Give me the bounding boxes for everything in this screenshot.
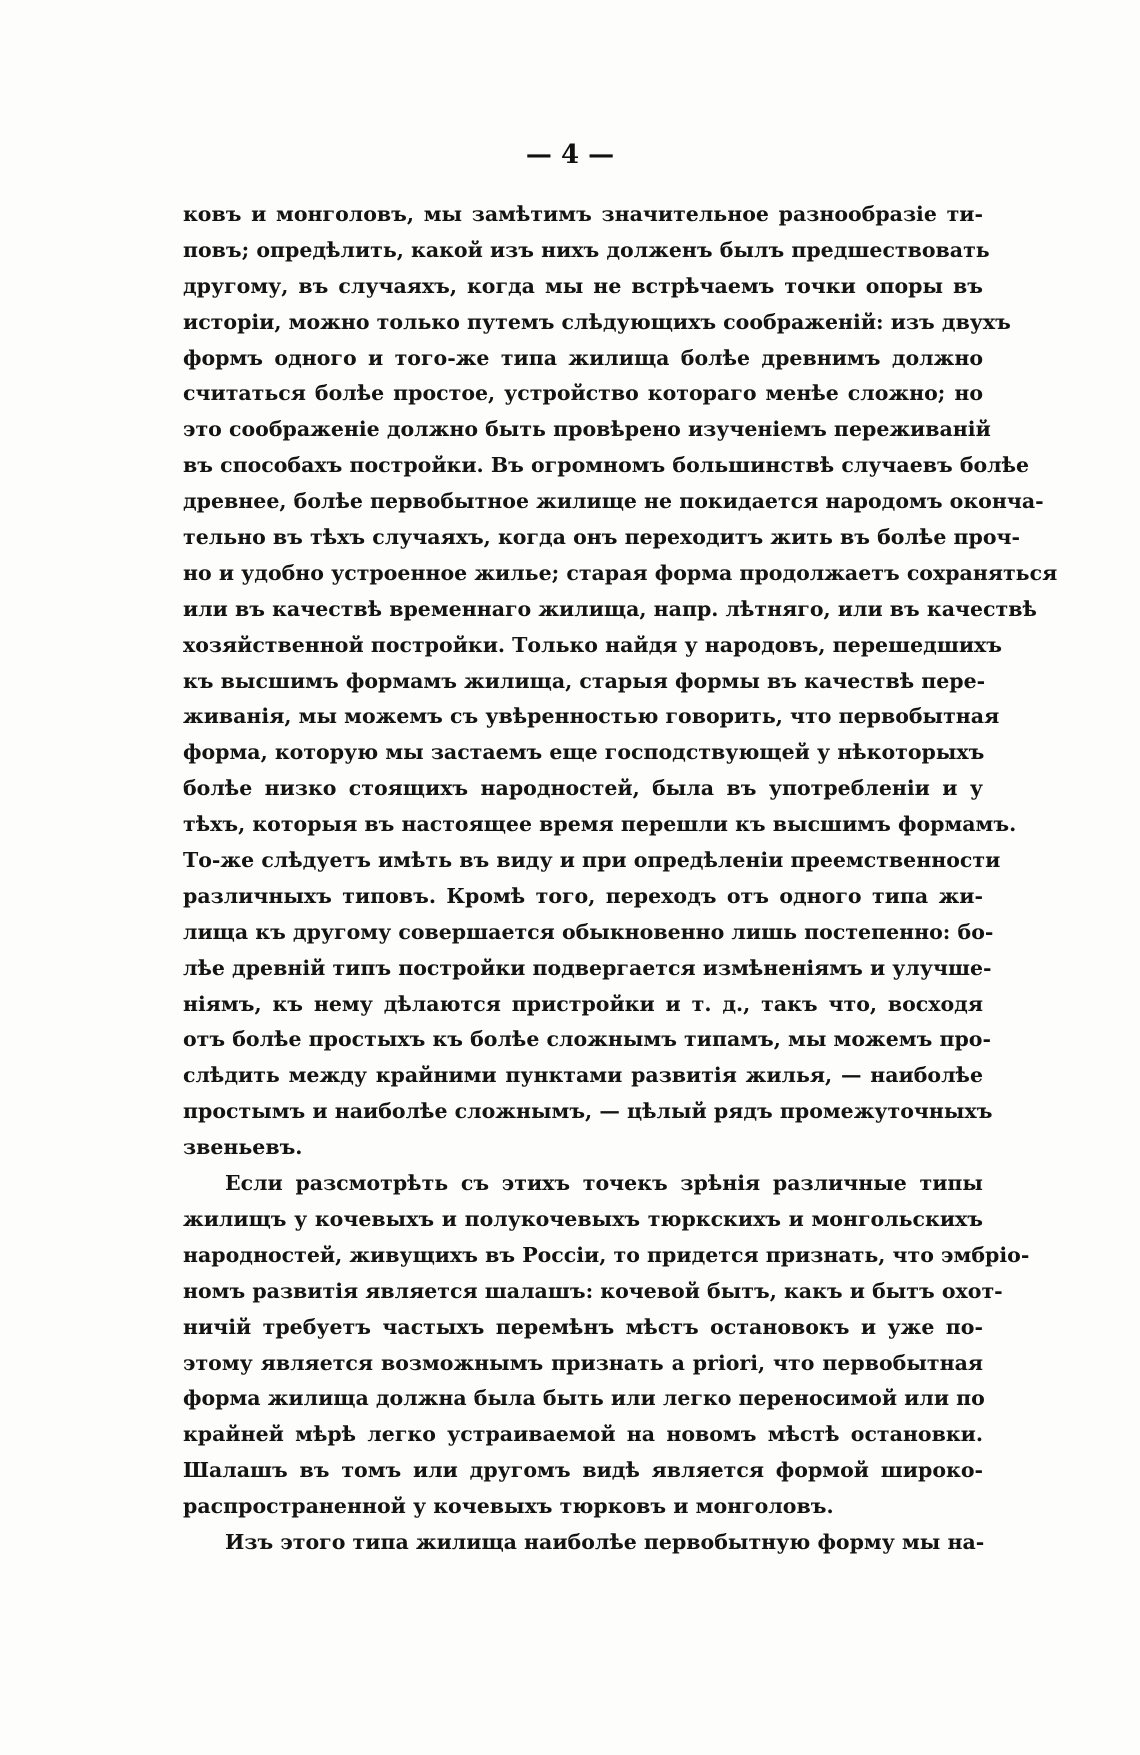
text-line: Шалашъ въ томъ или другомъ видѣ является формой широко- xyxy=(183,1458,983,1483)
text-line: отъ болѣе простыхъ къ болѣе сложнымъ типамъ, мы можемъ про- xyxy=(183,1027,991,1052)
text-line: тѣхъ, которыя въ настоящее время перешли къ высшимъ формамъ. xyxy=(183,812,1017,837)
text-line: крайней мѣрѣ легко устраиваемой на новомъ мѣстѣ остановки. xyxy=(183,1422,983,1447)
text-line: слѣдить между крайними пунктами развитія жилья, — наиболѣе xyxy=(183,1063,983,1088)
text-line: распространенной у кочевыхъ тюрковъ и монголовъ. xyxy=(183,1494,834,1519)
text-line: Изъ этого типа жилища наиболѣе первобытную форму мы на- xyxy=(225,1529,985,1554)
text-line: считаться болѣе простое, устройство котораго менѣе сложно; но xyxy=(183,381,983,406)
body-text xyxy=(183,197,1058,1561)
page-number: — 4 — xyxy=(525,140,615,170)
text-line: повъ; опредѣлить, какой изъ нихъ долженъ былъ предшествовать xyxy=(183,237,990,262)
text-line: древнее, болѣе первобытное жилище не покидается народомъ оконча- xyxy=(183,489,1044,514)
text-line: этому является возможнымъ признать a priori, что первобытная xyxy=(183,1350,983,1375)
text-line: ничій требуетъ частыхъ перемѣнъ мѣстъ остановокъ и уже по- xyxy=(183,1314,983,1339)
text-line: но и удобно устроенное жилье; старая форма продолжаетъ сохраняться xyxy=(183,560,1058,585)
text-line: лища къ другому совершается обыкновенно лишь постепенно: бо- xyxy=(183,919,994,944)
text-line: форма жилища должна была быть или легко переносимой или по xyxy=(183,1386,985,1411)
text-line: тельно въ тѣхъ случаяхъ, когда онъ переходитъ жить въ болѣе проч- xyxy=(183,525,1021,550)
text-line: это соображеніе должно быть провѣрено изученіемъ переживаній xyxy=(183,417,991,442)
text-line: ковъ и монголовъ, мы замѣтимъ значительное разнообразіе ти- xyxy=(183,202,983,226)
text-line: различныхъ типовъ. Кромѣ того, переходъ отъ одного типа жи- xyxy=(183,883,983,908)
text-line: номъ развитія является шалашъ: кочевой бытъ, какъ и бытъ охот- xyxy=(183,1278,1003,1303)
text-line: жилищъ у кочевыхъ и полукочевыхъ тюркскихъ и монгольскихъ xyxy=(183,1206,983,1231)
text-line: звеньевъ. xyxy=(183,1135,303,1160)
text-line: простымъ и наиболѣе сложнымъ, — цѣлый рядъ промежуточныхъ xyxy=(183,1099,993,1124)
text-line: То-же слѣдуетъ имѣть въ виду и при опредѣленіи преемственности xyxy=(183,848,1001,873)
text-line: въ способахъ постройки. Въ огромномъ большинствѣ случаевъ болѣе xyxy=(183,453,1030,478)
text-line: формъ одного и того-же типа жилища болѣе древнимъ должно xyxy=(183,345,983,370)
text-line: лѣе древній типъ постройки подвергается измѣненіямъ и улучше- xyxy=(183,955,992,980)
text-line: Если разсмотрѣть съ этихъ точекъ зрѣнія различные типы xyxy=(225,1171,983,1196)
text-line: исторіи, можно только путемъ слѣдующихъ соображеній: изъ двухъ xyxy=(183,309,1011,334)
text-line: или въ качествѣ временнаго жилища, напр. лѣтняго, или въ качествѣ xyxy=(183,596,1037,621)
text-line: ніямъ, къ нему дѣлаются пристройки и т. д., такъ что, восходя xyxy=(183,991,983,1016)
text-line: форма, которую мы застаемъ еще господствующей у нѣкоторыхъ xyxy=(183,740,985,765)
text-line: хозяйственной постройки. Только найдя у народовъ, перешедшихъ xyxy=(183,632,1003,657)
text-line: къ высшимъ формамъ жилища, старыя формы въ качествѣ пере- xyxy=(183,668,986,693)
text-line: народностей, живущихъ въ Россіи, то придется признать, что эмбріо- xyxy=(183,1242,1030,1267)
text-line: другому, въ случаяхъ, когда мы не встрѣчаемъ точки опоры въ xyxy=(183,273,983,298)
text-line: живанія, мы можемъ съ увѣренностью говорить, что первобытная xyxy=(183,704,1000,729)
text-line: болѣе низко стоящихъ народностей, была въ употребленіи и у xyxy=(183,776,983,801)
